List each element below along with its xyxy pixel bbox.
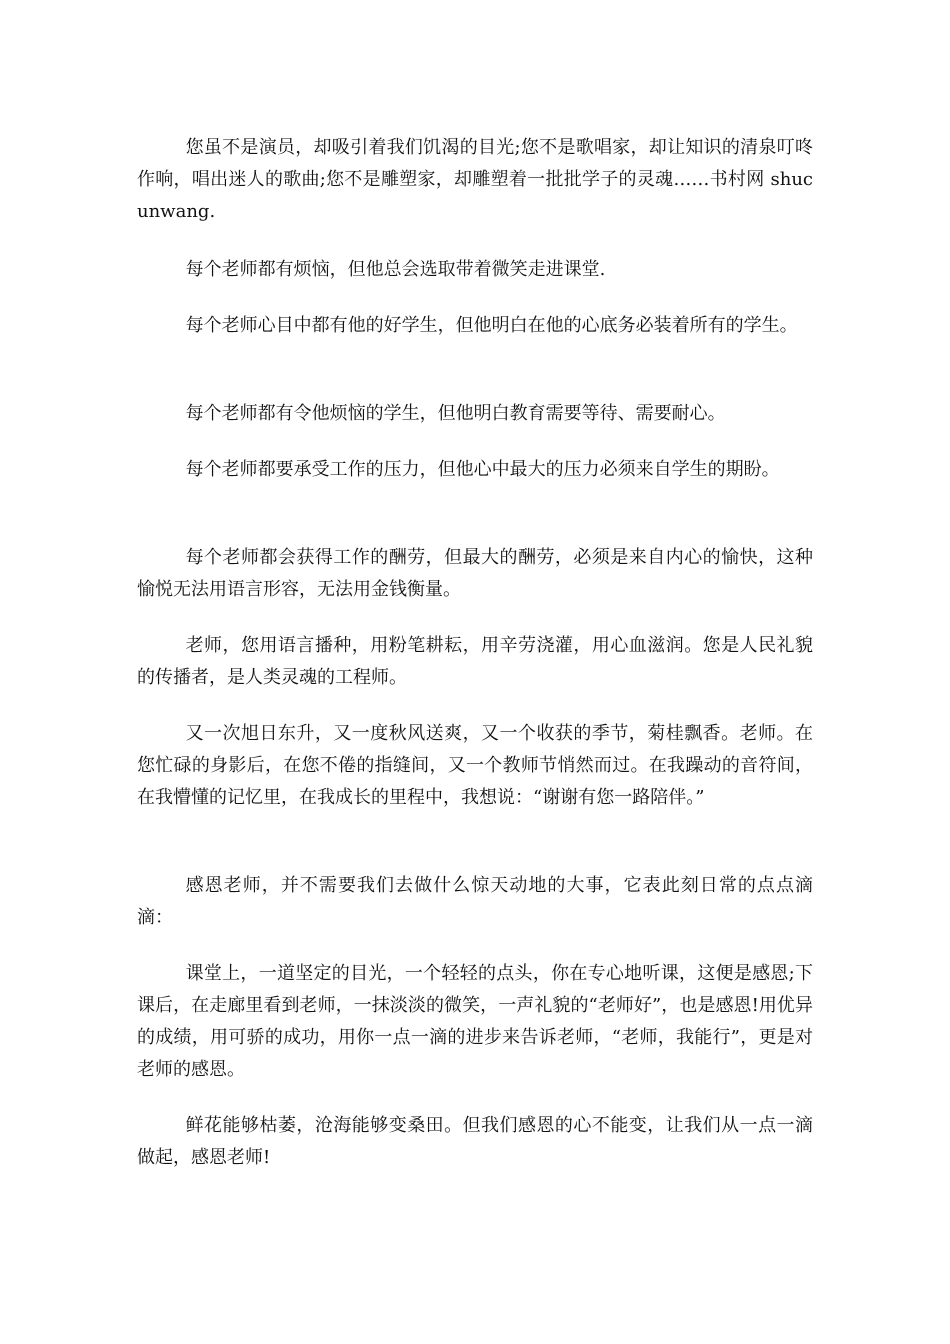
paragraph-9: 感恩老师，并不需要我们去做什么惊天动地的大事，它表此刻日常的点点滴滴： (137, 875, 813, 928)
paragraph-6: 每个老师都会获得工作的酬劳，但最大的酬劳，必须是来自内心的愉快，这种愉悦无法用语言形容，无法用金钱衡量。 (137, 547, 813, 600)
paragraph-4: 每个老师都有令他烦恼的学生，但他明白教育需要等待、需要耐心。 (185, 403, 726, 424)
paragraph-5: 每个老师都要承受工作的压力，但他心中最大的压力必须来自学生的期盼。 (185, 459, 780, 480)
paragraph-7: 老师，您用语言播种，用粉笔耕耘，用辛劳浇灌，用心血滋润。您是人民礼貌的传播者，是人类灵魂的工程师。 (137, 635, 813, 688)
paragraph-3: 每个老师心目中都有他的好学生，但他明白在他的心底务必装着所有的学生。 (185, 315, 798, 336)
paragraph-2: 每个老师都有烦恼，但他总会选取带着微笑走进课堂. (185, 259, 606, 280)
paragraph-11: 鲜花能够枯萎，沧海能够变桑田。但我们感恩的心不能变，让我们从一点一滴做起，感恩老师! (137, 1115, 813, 1168)
paragraph-1: 您虽不是演员，却吸引着我们饥渴的目光;您不是歌唱家，却让知识的清泉叮咚作响，唱出迷人的歌曲;您不是雕塑家，却雕塑着一批批学子的灵魂……书村网 shucunwang. (137, 137, 813, 222)
paragraph-8: 又一次旭日东升，又一度秋风送爽，又一个收获的季节，菊桂飘香。老师。在您忙碌的身影后，在您不倦的指缝间，又一个教师节悄然而过。在我躁动的音符间，在我懵懂的记忆里，在我成长的里程中，我想说：“谢谢有您一路陪伴。” (137, 723, 813, 808)
paragraph-10: 课堂上，一道坚定的目光，一个轻轻的点头，你在专心地听课，这便是感恩;下课后，在走廊里看到老师，一抹淡淡的微笑，一声礼貌的“老师好”，也是感恩!用优异的成绩，用可骄的成功，用你一点一滴的进步来告诉老师，“老师，我能行”，更是对老师的感恩。 (137, 963, 813, 1080)
